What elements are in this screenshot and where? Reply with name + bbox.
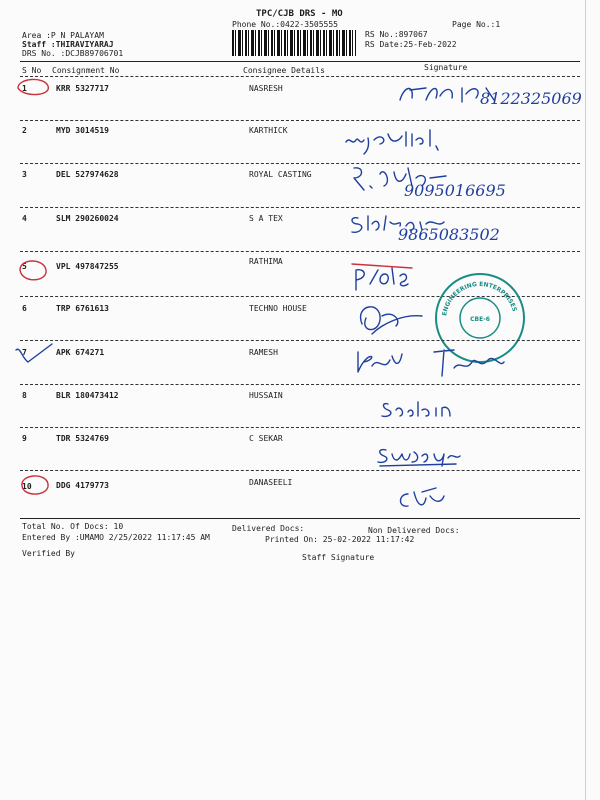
drs-number: DRS No. :DCJB89706701 [22, 49, 124, 58]
signature-phone: 9095016695 [404, 181, 506, 200]
signature-scribble [380, 398, 470, 422]
signature-phone: 8122325069 [480, 89, 582, 108]
delivered-docs: Delivered Docs: [232, 524, 305, 533]
column-signature: Signature [424, 63, 468, 72]
row-divider [20, 427, 580, 428]
row-consignee: RATHIMA [249, 257, 283, 266]
total-docs: Total No. Of Docs: 10 [22, 522, 124, 531]
signature-scribble [354, 346, 514, 380]
row-consignment: DEL 527974628 [56, 170, 119, 179]
area-label: Area :P N PALAYAM [22, 31, 104, 40]
row-consignee: ROYAL CASTING [249, 170, 312, 179]
row-consignee: RAMESH [249, 348, 278, 357]
row-consignment: TDR 5324769 [56, 434, 109, 443]
row-divider [20, 207, 580, 208]
row-divider [20, 470, 580, 471]
row-divider [20, 120, 580, 121]
page-edge [585, 0, 586, 800]
table-bottom-rule [20, 518, 580, 519]
row-consignee: NASRESH [249, 84, 283, 93]
page-number: Page No.:1 [452, 20, 501, 29]
header-rule-bottom [20, 76, 580, 77]
barcode [232, 30, 356, 56]
row-consignee: TECHNO HOUSE [249, 304, 307, 313]
column-sno: S No [22, 66, 42, 75]
row-consignment: TRP 6761613 [56, 304, 109, 313]
signature-scribble [342, 128, 482, 158]
row-serial: 4 [22, 214, 27, 223]
phone-number: Phone No.:0422-3505555 [232, 20, 338, 29]
row-consignee: KARTHICK [249, 126, 288, 135]
signature-scribble [376, 444, 466, 468]
red-circle-mark [14, 74, 54, 100]
signature-scribble [350, 262, 420, 294]
row-consignment: VPL 497847255 [56, 262, 119, 271]
row-divider [20, 384, 580, 385]
red-circle-mark [16, 470, 56, 500]
row-consignment: DDG 4179773 [56, 481, 109, 490]
printed-on: Printed On: 25-02-2022 11:17:42 [265, 535, 415, 544]
row-serial: 8 [22, 391, 27, 400]
stamp-text: ENGINEERING ENTERPRISES [441, 280, 518, 317]
column-consignment: Consignment No [52, 66, 120, 75]
row-consignee: HUSSAIN [249, 391, 283, 400]
row-divider [20, 251, 580, 252]
red-tick-mark [12, 342, 62, 366]
signature-scribble [352, 294, 432, 344]
rs-number: RS No.:897067 [365, 30, 428, 39]
stamp-center-text: CBE-6 [470, 316, 490, 323]
row-serial: 10 [22, 482, 32, 491]
row-divider [20, 340, 580, 341]
row-serial: 6 [22, 304, 27, 313]
signature-scribble [396, 486, 466, 514]
column-consignee: Consignee Details [243, 66, 325, 75]
row-serial: 7 [22, 348, 27, 357]
row-divider [20, 163, 580, 164]
row-consignee: S A TEX [249, 214, 283, 223]
row-consignment: APK 674271 [56, 348, 105, 357]
red-circle-mark [14, 256, 54, 286]
row-consignment: SLM 290260024 [56, 214, 119, 223]
signature-phone: 9865083502 [398, 225, 500, 244]
row-serial: 9 [22, 434, 27, 443]
row-consignee: C SEKAR [249, 434, 283, 443]
row-consignment: KRR 5327717 [56, 84, 109, 93]
row-consignee: DANASEELI [249, 478, 293, 487]
row-serial: 1 [22, 84, 27, 93]
non-delivered-docs: Non Delivered Docs: [368, 526, 460, 535]
staff-label: Staff :THIRAVIYARAJ [22, 40, 114, 49]
header-rule-top [20, 61, 580, 62]
row-serial: 2 [22, 126, 27, 135]
rs-date: RS Date:25-Feb-2022 [365, 40, 457, 49]
entered-by: Entered By :UMAMO 2/25/2022 11:17:45 AM [22, 533, 210, 542]
row-serial: 3 [22, 170, 27, 179]
staff-signature: Staff Signature [302, 553, 375, 562]
document-title: TPC/CJB DRS - MO [256, 9, 343, 19]
row-consignment: MYD 3014519 [56, 126, 109, 135]
row-consignment: BLR 180473412 [56, 391, 119, 400]
verified-by: Verified By [22, 549, 75, 558]
row-serial: 5 [22, 262, 27, 271]
